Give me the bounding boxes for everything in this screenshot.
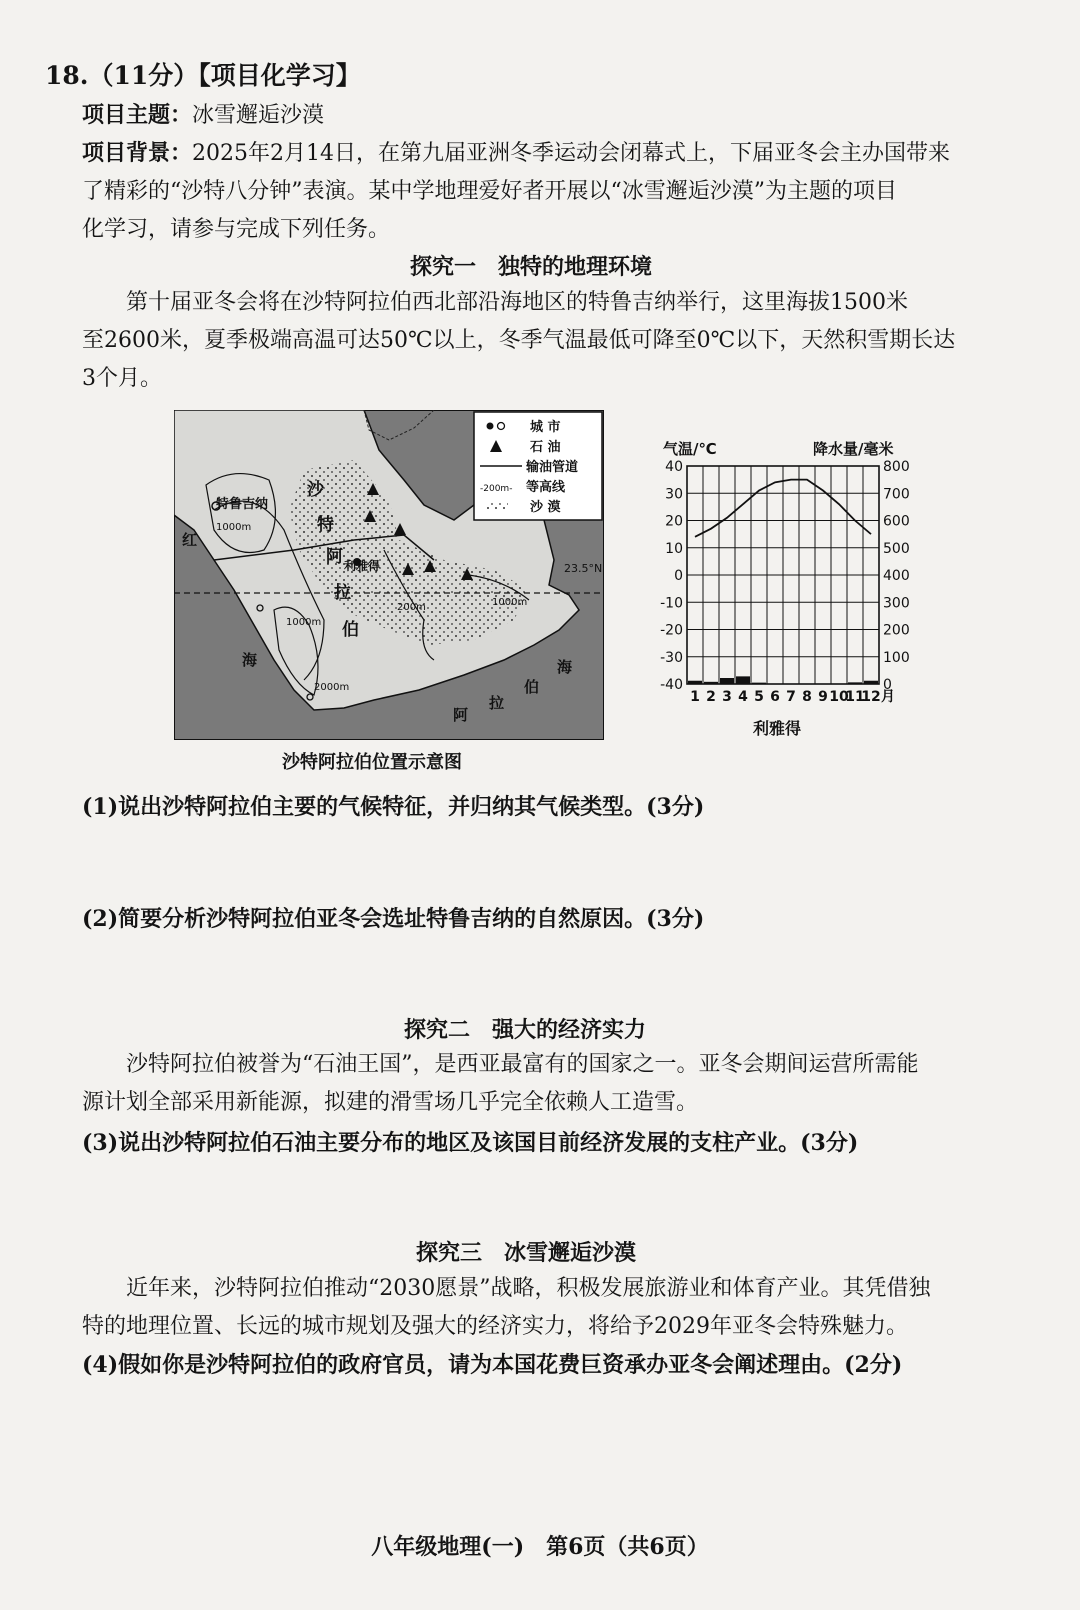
chart-ytick-right: 500 — [883, 540, 910, 557]
label-arabian-sea-2: 拉 — [489, 694, 505, 712]
label-trojena: 特鲁吉纳 — [216, 497, 269, 512]
label-arabian-sea-1: 阿 — [453, 706, 469, 724]
label-contour-1000-b: 1000m — [286, 617, 322, 628]
legend-pipeline-label: 输油管道 — [526, 460, 579, 475]
tropic-label: 23.5°N — [564, 562, 603, 575]
chart-xtick: 8 — [802, 689, 812, 705]
chart-ytick-left: -30 — [660, 649, 683, 666]
legend-desert-symbol — [486, 501, 508, 511]
chart-ytick-left: 0 — [674, 568, 683, 584]
label-country-5: 伯 — [342, 620, 359, 640]
legend-city-symbol — [487, 423, 494, 430]
precipitation-bar — [736, 676, 750, 684]
chart-ticks — [660, 459, 910, 705]
chart-ytick-right: 700 — [883, 486, 910, 503]
chart-ytick-left: 20 — [665, 513, 683, 530]
precipitation-bar — [848, 682, 862, 684]
section2-para-line2: 源计划全部采用新能源，拟建的滑雪场几乎完全依赖人工造雪。 — [82, 1090, 699, 1115]
label-red-sea-2: 海 — [242, 651, 258, 669]
label-contour-1000-a: 1000m — [216, 522, 252, 533]
label-riyadh: 利雅得 — [344, 559, 381, 573]
riyadh-climate-chart — [645, 432, 925, 742]
label-arabian-sea-3: 伯 — [524, 678, 540, 696]
precipitation-bar — [704, 682, 718, 684]
chart-x-unit: 月 — [881, 689, 895, 705]
question-header — [45, 56, 361, 92]
label-contour-2000: 2000m — [314, 682, 350, 693]
chart-ytick-right: 300 — [883, 595, 910, 612]
chart-xtick: 9 — [818, 689, 828, 705]
project-background-text-2: 了精彩的“沙特八分钟”表演。某中学地理爱好者开展以“冰雪邂逅沙漠”为主题的项目 — [82, 179, 897, 204]
precipitation-bar — [720, 678, 734, 684]
section3-para-line1: 近年来，沙特阿拉伯推动“2030愿景”战略，积极发展旅游业和体育产业。其凭借独 — [126, 1276, 931, 1301]
label-arabian-sea-4: 海 — [557, 658, 573, 676]
chart-xtick: 10 — [829, 689, 849, 705]
chart-ytick-left: -20 — [660, 622, 683, 639]
chart-ytick-left: 10 — [665, 540, 683, 557]
legend-city-label: 城 市 — [530, 420, 561, 435]
chart-xtick: 3 — [722, 689, 732, 705]
question-2: (2)简要分析沙特阿拉伯亚冬会选址特鲁吉纳的自然原因。(3分) — [82, 906, 705, 932]
legend-oil-label: 石 油 — [530, 440, 561, 455]
label-red-sea-1: 红 — [182, 531, 198, 549]
label-contour-1000-c: 1000m — [492, 597, 528, 608]
label-contour-200: 200m — [397, 602, 426, 613]
question-4: (4)假如你是沙特阿拉伯的政府官员，请为本国花费巨资承办亚冬会阐述理由。(2分) — [82, 1352, 903, 1378]
question-1: (1)说出沙特阿拉伯主要的气候特征，并归纳其气候类型。(3分) — [82, 794, 705, 820]
chart-ytick-right: 200 — [883, 622, 910, 639]
section2-para-line1: 沙特阿拉伯被誉为“石油王国”，是西亚最富有的国家之一。亚冬会期间运营所需能 — [126, 1052, 919, 1077]
section1-para-line3: 3个月。 — [82, 366, 162, 391]
legend-contour-sample: -200m- — [480, 484, 513, 494]
question-number: 18.（11分） — [45, 61, 199, 90]
project-background-text-1: 2025年2月14日，在第九届亚洲冬季运动会闭幕式上，下届亚冬会主办国带来 — [192, 141, 950, 166]
section1-para-line1: 第十届亚冬会将在沙特阿拉伯西北部沿海地区的特鲁吉纳举行，这里海拔1500米 — [126, 290, 908, 315]
chart-xtick: 6 — [770, 689, 780, 705]
project-theme-label: 项目主题： — [82, 102, 193, 128]
legend-desert-label: 沙 漠 — [530, 500, 561, 515]
chart-xtick: 7 — [786, 689, 796, 705]
chart-xtick: 11 — [845, 689, 865, 705]
section1-title: 探究一 独特的地理环境 — [410, 254, 653, 280]
legend-contour-label: 等高线 — [526, 480, 566, 495]
section3-para-line2: 特的地理位置、长远的城市规划及强大的经济实力，将给予2029年亚冬会特殊魅力。 — [82, 1314, 908, 1339]
chart-xtick: 1 — [690, 689, 700, 705]
chart-grid — [687, 466, 879, 684]
chart-ytick-left: 40 — [665, 459, 683, 475]
label-country-3: 阿 — [326, 547, 343, 567]
question-tag: 【项目化学习】 — [198, 61, 361, 90]
project-theme-line — [82, 98, 324, 129]
chart-ytick-right: 0 — [883, 677, 892, 693]
project-background-text-3: 化学习，请参与完成下列任务。 — [82, 217, 391, 242]
chart-title: 利雅得 — [753, 719, 802, 738]
chart-ytick-left: -40 — [660, 677, 683, 693]
label-country-4: 拉 — [334, 583, 351, 603]
chart-xtick: 2 — [706, 689, 716, 705]
label-country-2: 特 — [317, 515, 334, 535]
project-background-line — [82, 136, 950, 167]
map-caption: 沙特阿拉伯位置示意图 — [282, 752, 462, 773]
precipitation-bar — [688, 681, 702, 684]
precipitation-bar — [864, 681, 878, 684]
section3-title: 探究三 冰雪邂逅沙漠 — [416, 1240, 637, 1266]
project-background-label: 项目背景： — [82, 140, 193, 166]
project-theme: 冰雪邂逅沙漠 — [192, 103, 325, 128]
question-3: (3)说出沙特阿拉伯石油主要分布的地区及该国目前经济发展的支柱产业。(3分) — [82, 1130, 859, 1156]
chart-ytick-left: 30 — [665, 486, 683, 503]
chart-xtick: 12 — [861, 689, 881, 705]
chart-ytick-right: 800 — [883, 459, 910, 475]
label-country-1: 沙 — [307, 480, 324, 500]
chart-xtick: 4 — [738, 689, 748, 705]
precipitation-bar — [752, 683, 766, 684]
chart-ytick-left: -10 — [660, 595, 683, 612]
chart-ylabel-left: 气温/℃ — [663, 440, 717, 458]
section1-para-line2: 至2600米，夏季极端高温可达50℃以上，冬季气温最低可降至0℃以下，天然积雪期长达 — [82, 328, 956, 353]
page-footer: 八年级地理(一) 第6页（共6页） — [371, 1534, 709, 1560]
section2-title: 探究二 强大的经济实力 — [404, 1017, 647, 1043]
chart-ylabel-right: 降水量/毫米 — [813, 440, 894, 458]
chart-ytick-right: 600 — [883, 513, 910, 530]
chart-ytick-right: 100 — [883, 649, 910, 666]
saudi-location-map — [174, 410, 604, 740]
map-legend — [474, 412, 602, 520]
chart-xtick: 5 — [754, 689, 764, 705]
chart-ytick-right: 400 — [883, 568, 910, 584]
